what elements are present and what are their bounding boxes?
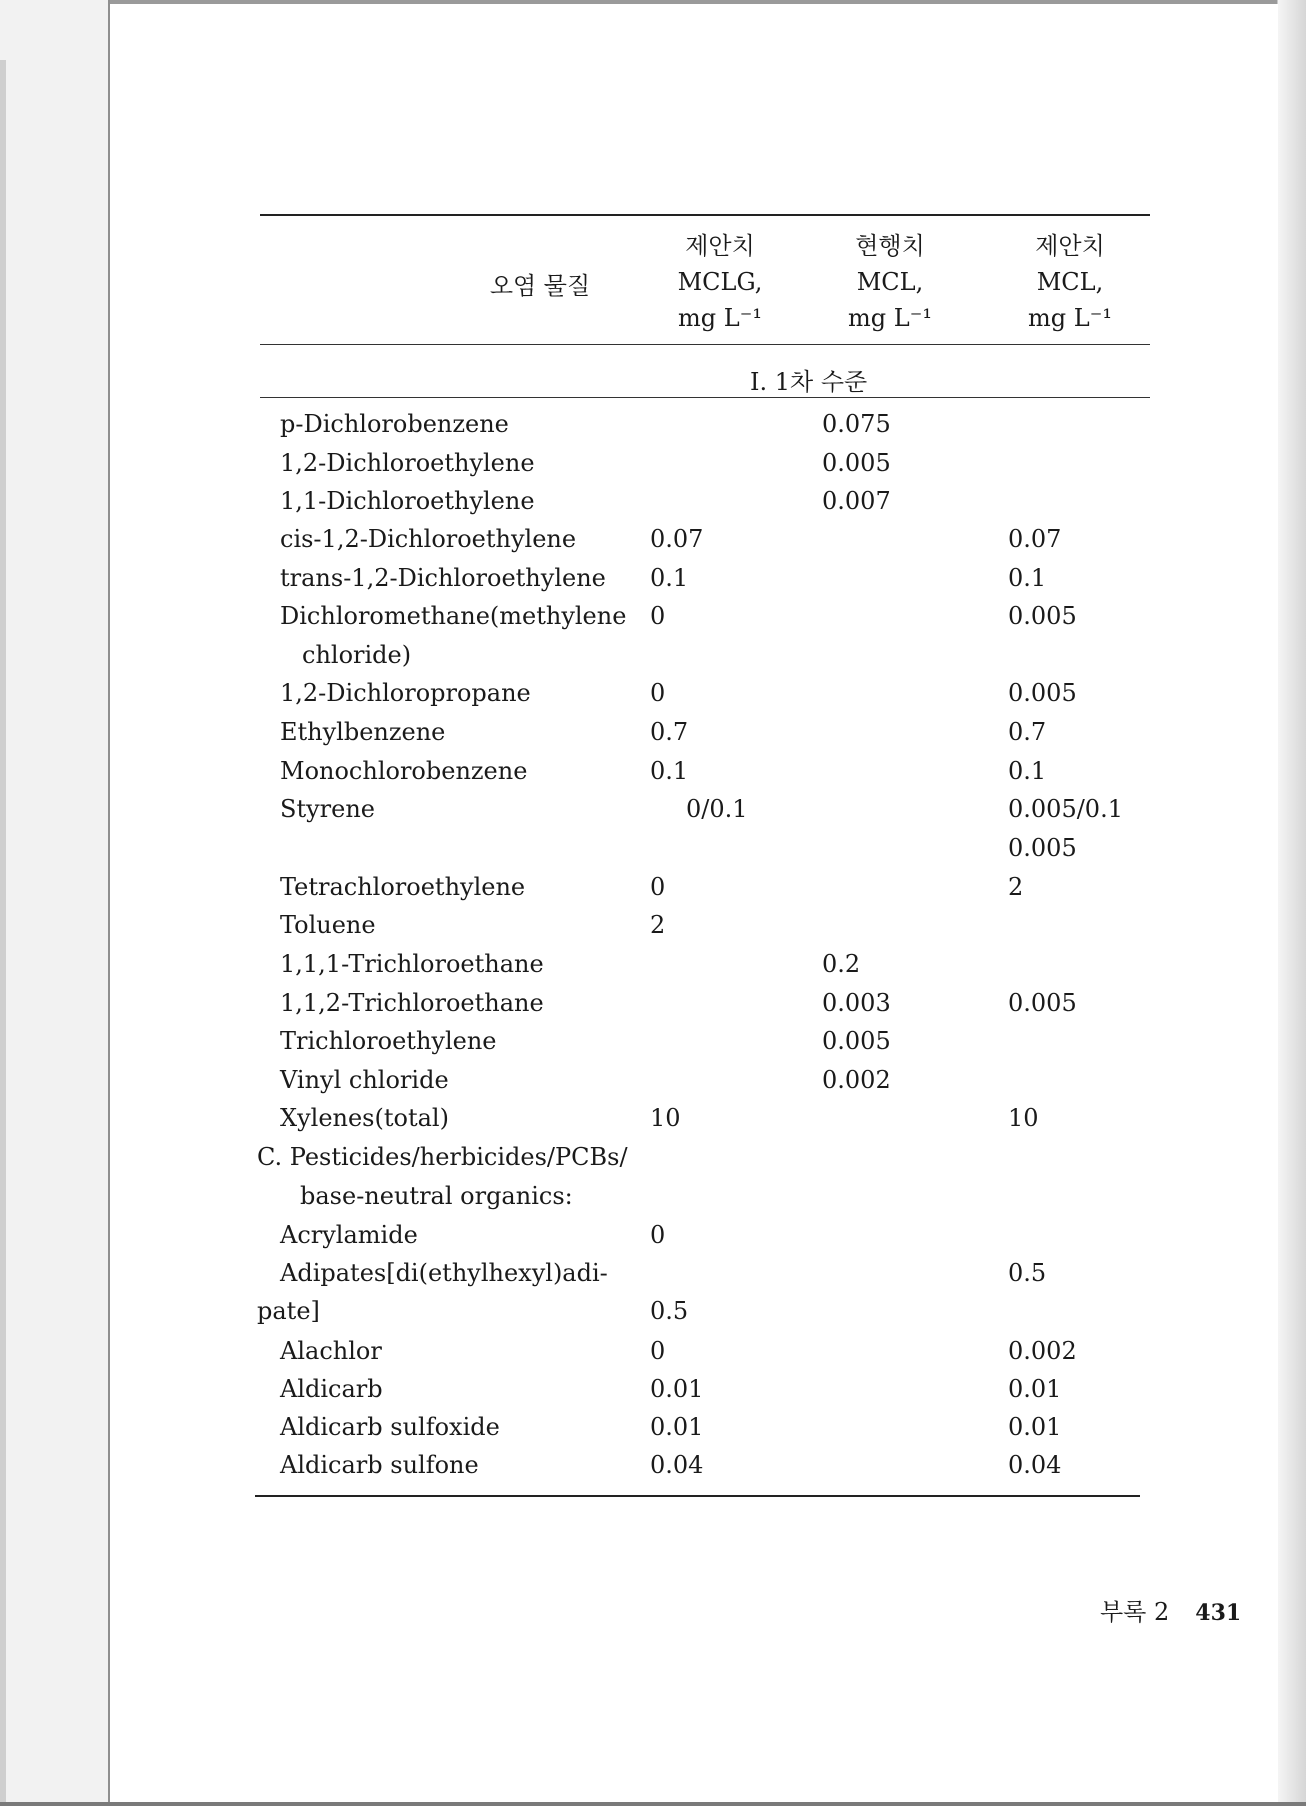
proposed-mclg-value: 0/0.1 [686, 795, 748, 823]
header-line: 제안치 [685, 232, 755, 260]
book-page-edge [1277, 0, 1306, 1806]
header-line: MCLG, [677, 268, 763, 296]
section-bottom-rule [260, 397, 1150, 398]
proposed-mclg-value: 0.04 [650, 1451, 704, 1479]
contaminant-name: Aldicarb sulfone [280, 1451, 479, 1479]
contaminant-name: Toluene [280, 911, 376, 939]
page-number: 431 [1195, 1600, 1242, 1626]
proposed-mcl-value: 0.1 [1008, 564, 1047, 592]
header-line: 현행치 [855, 232, 925, 260]
header-contaminant: 오염 물질 [489, 272, 591, 300]
header-proposed-mcl [970, 228, 1170, 336]
proposed-mclg-value: 0.5 [650, 1297, 689, 1325]
current-mcl-value: 0.005 [822, 449, 891, 477]
contaminant-name: Alachlor [280, 1337, 382, 1365]
table-top-rule [260, 214, 1150, 216]
proposed-mcl-value: 2 [1008, 873, 1024, 901]
current-mcl-value: 0.075 [822, 410, 891, 438]
contaminant-name: trans-1,2-Dichloroethylene [280, 564, 606, 592]
proposed-mclg-value: 0.7 [650, 718, 689, 746]
header-line: mg L⁻¹ [848, 304, 932, 332]
current-mcl-value: 0.002 [822, 1066, 891, 1094]
header-line: 제안치 [1035, 232, 1105, 260]
contaminant-name: 1,2-Dichloroethylene [280, 449, 535, 477]
contaminant-name: Acrylamide [280, 1221, 418, 1249]
proposed-mclg-value: 0.07 [650, 525, 704, 553]
contaminant-name: Xylenes(total) [280, 1104, 449, 1132]
header-line: MCL, [1036, 268, 1104, 296]
proposed-mclg-value: 0 [650, 873, 666, 901]
proposed-mclg-value: 2 [650, 911, 666, 939]
contaminant-name: Tetrachloroethylene [280, 873, 526, 901]
contaminant-name: Styrene [280, 795, 375, 823]
book-spine [0, 0, 110, 1806]
header-line: mg L⁻¹ [678, 304, 762, 332]
header-line: MCL, [856, 268, 924, 296]
proposed-mclg-value: 10 [650, 1104, 681, 1132]
proposed-mclg-value: 0 [650, 1221, 666, 1249]
contaminant-name: Aldicarb [280, 1375, 383, 1403]
proposed-mcl-value: 10 [1008, 1104, 1039, 1132]
contaminant-name: pate] [257, 1297, 320, 1325]
proposed-mclg-value: 0 [650, 679, 666, 707]
proposed-mclg-value: 0.1 [650, 564, 689, 592]
proposed-mcl-value: 0.01 [1008, 1375, 1062, 1403]
proposed-mcl-value: 0.7 [1008, 718, 1047, 746]
proposed-mclg-value: 0 [650, 1337, 666, 1365]
book-page [110, 4, 1278, 1802]
contaminant-name: 1,2-Dichloropropane [280, 679, 531, 707]
current-mcl-value: 0.005 [822, 1027, 891, 1055]
book-bottom-edge [0, 1802, 1306, 1806]
spine-edge [0, 60, 6, 1806]
proposed-mcl-value: 0.002 [1008, 1337, 1077, 1365]
proposed-mcl-value: 0.1 [1008, 757, 1047, 785]
contaminant-name: Adipates[di(ethylhexyl)adi- [280, 1259, 608, 1287]
contaminant-name: Trichloroethylene [280, 1027, 497, 1055]
proposed-mcl-value: 0.01 [1008, 1413, 1062, 1441]
proposed-mcl-value: 0.5 [1008, 1259, 1047, 1287]
contaminant-name: 1,1,2-Trichloroethane [280, 989, 544, 1017]
proposed-mcl-value: 0.005/0.1 [1008, 795, 1123, 823]
contaminant-name: 1,1-Dichloroethylene [280, 487, 535, 515]
proposed-mcl-value: 0.07 [1008, 525, 1062, 553]
current-mcl-value: 0.007 [822, 487, 891, 515]
proposed-mcl-value: 0.005 [1008, 602, 1077, 630]
proposed-mcl-value: 0.005 [1008, 989, 1077, 1017]
contaminant-name: p-Dichlorobenzene [280, 410, 509, 438]
proposed-mclg-value: 0.01 [650, 1413, 704, 1441]
page-footer [1100, 1592, 1241, 1627]
proposed-mclg-value: 0.01 [650, 1375, 704, 1403]
contaminant-name: Monochlorobenzene [280, 757, 528, 785]
current-mcl-value: 0.2 [822, 950, 861, 978]
proposed-mcl-value: 0.04 [1008, 1451, 1062, 1479]
contaminant-name: Aldicarb sulfoxide [280, 1413, 500, 1441]
header-current-mcl [790, 228, 990, 336]
contaminant-name: Dichloromethane(methylene [280, 602, 627, 630]
contaminant-name: Vinyl chloride [280, 1066, 449, 1094]
proposed-mclg-value: 0 [650, 602, 666, 630]
contaminant-name: chloride) [302, 641, 412, 669]
proposed-mcl-value: 0.005 [1008, 834, 1077, 862]
contaminant-name: Ethylbenzene [280, 718, 446, 746]
contaminant-name: base-neutral organics: [300, 1182, 573, 1210]
contaminant-name: cis-1,2-Dichloroethylene [280, 525, 577, 553]
contaminant-name: 1,1,1-Trichloroethane [280, 950, 544, 978]
proposed-mcl-value: 0.005 [1008, 679, 1077, 707]
header-bottom-rule [260, 344, 1150, 345]
table-bottom-rule [255, 1495, 1140, 1497]
current-mcl-value: 0.003 [822, 989, 891, 1017]
contaminant-name: C. Pesticides/herbicides/PCBs/ [257, 1143, 628, 1171]
header-line: mg L⁻¹ [1028, 304, 1112, 332]
section-title: Ⅰ. 1차 수준 [750, 368, 868, 396]
footer-label: 부록 2 [1100, 1598, 1170, 1626]
proposed-mclg-value: 0.1 [650, 757, 689, 785]
